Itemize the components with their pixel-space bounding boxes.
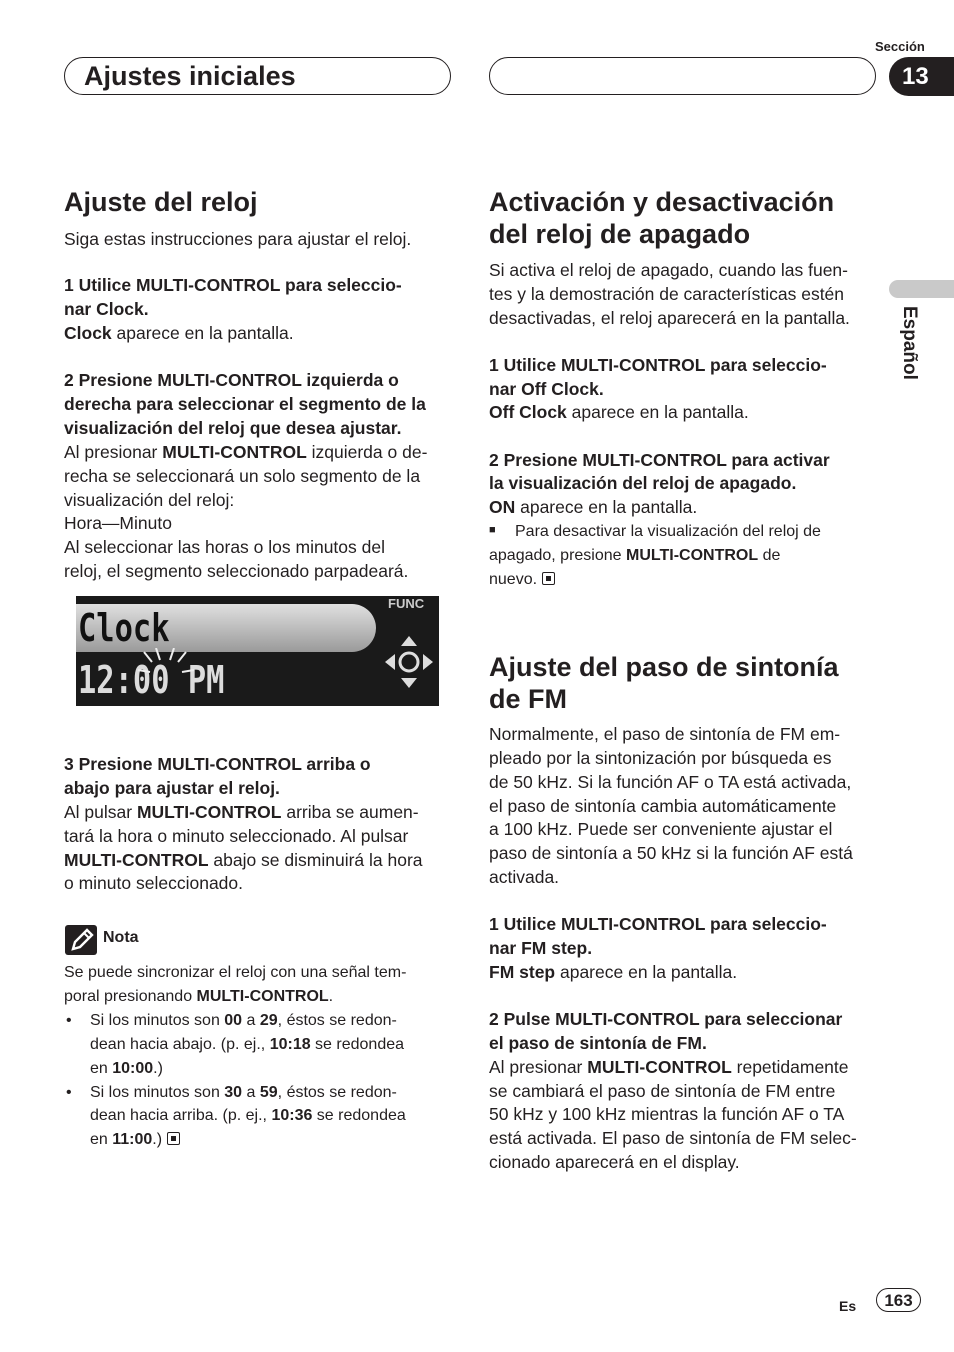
- clock-step2-body6: reloj, el segmento seleccionado parpadeará.: [64, 561, 409, 581]
- note-bullet2-line2: dean hacia arriba. (p. ej., 10:36 se redondea: [90, 1107, 406, 1124]
- off-clock-step1-line1: 1 Utilice MULTI-CONTROL para seleccio-: [489, 355, 827, 375]
- clock-step2-body5: Al seleccionar las horas o los minutos del: [64, 537, 385, 557]
- off-clock-intro3: desactivadas, el reloj aparecerá en la pantalla.: [489, 308, 850, 328]
- fm-step1-result: FM step aparece en la pantalla.: [489, 962, 738, 982]
- off-clock-tip-line2: apagado, presione MULTI-CONTROL de: [489, 547, 781, 564]
- note-title: Nota: [103, 929, 139, 946]
- fm-intro2: pleado por la sintonización por búsqueda es: [489, 748, 832, 768]
- footer-language-code: Es: [839, 1298, 857, 1314]
- header-blank-frame: [489, 57, 876, 95]
- fm-step2-body5: cionado aparecerá en el display.: [489, 1152, 740, 1172]
- end-mark-icon: [167, 1132, 180, 1145]
- off-clock-step1-line2: nar Off Clock.: [489, 379, 604, 399]
- clock-step2-line3: visualización del reloj que desea ajustar.: [64, 418, 402, 438]
- section-label: Sección: [875, 39, 925, 54]
- section-title-off-clock-line2: del reloj de apagado: [489, 219, 751, 249]
- clock-step3-line1: 3 Presione MULTI-CONTROL arriba o: [64, 754, 371, 774]
- page-number-badge: 163: [876, 1288, 921, 1312]
- off-clock-step2-line1: 2 Presione MULTI-CONTROL para activar: [489, 450, 830, 470]
- clock-step3-line2: abajo para ajustar el reloj.: [64, 778, 280, 798]
- fm-intro7: activada.: [489, 867, 560, 887]
- clock-step1-result: Clock aparece en la pantalla.: [64, 323, 294, 343]
- fm-step2-body4: está activada. El paso de sintonía de FM selec-: [489, 1128, 857, 1148]
- clock-display-illustration: [76, 596, 439, 706]
- note-line2: poral presionando MULTI-CONTROL.: [64, 988, 334, 1005]
- clock-step2-body1: Al presionar MULTI-CONTROL izquierda o de-: [64, 442, 428, 462]
- note-bullet2-line1: Si los minutos son 30 a 59, éstos se redon-: [90, 1084, 397, 1101]
- fm-intro4: el paso de sintonía cambia automáticamente: [489, 796, 837, 816]
- note-bullet2-dot: •: [66, 1084, 72, 1101]
- fm-step2-body1: Al presionar MULTI-CONTROL repetidamente: [489, 1057, 849, 1077]
- off-clock-tip-line3: nuevo.: [489, 568, 555, 592]
- clock-step2-body4: Hora—Minuto: [64, 513, 172, 533]
- end-mark-icon: [542, 572, 555, 585]
- section-title-off-clock-line1: Activación y desactivación: [489, 187, 835, 217]
- fm-intro5: a 100 kHz. Puede ser conveniente ajustar el: [489, 819, 833, 839]
- off-clock-step2-result: ON aparece en la pantalla.: [489, 497, 698, 517]
- clock-intro: Siga estas instrucciones para ajustar el reloj.: [64, 229, 412, 249]
- fm-step2-line1: 2 Pulse MULTI-CONTROL para seleccionar: [489, 1009, 843, 1029]
- blink-rays-icon: [134, 648, 204, 706]
- chapter-title: Ajustes iniciales: [84, 61, 296, 91]
- lcd-time-readout: 12:00 PM: [78, 658, 225, 702]
- off-clock-intro2: tes y la demostración de características estén: [489, 284, 845, 304]
- fm-step1-line1: 1 Utilice MULTI-CONTROL para seleccio-: [489, 914, 827, 934]
- off-clock-step1-result: Off Clock aparece en la pantalla.: [489, 402, 749, 422]
- clock-step3-body4: o minuto seleccionado.: [64, 873, 243, 893]
- clock-step3-body3: MULTI-CONTROL abajo se disminuirá la hora: [64, 850, 423, 870]
- clock-step2-line1: 2 Presione MULTI-CONTROL izquierda o: [64, 370, 399, 390]
- fm-step2-body3: 50 kHz y 100 kHz mientras la función AF o TA: [489, 1104, 845, 1124]
- off-clock-intro1: Si activa el reloj de apagado, cuando las fuen-: [489, 260, 848, 280]
- clock-step1-line1: 1 Utilice MULTI-CONTROL para seleccio-: [64, 275, 402, 295]
- fm-intro6: paso de sintonía a 50 kHz si la función AF está: [489, 843, 853, 863]
- clock-step1-line2: nar Clock.: [64, 299, 149, 319]
- lcd-func-label: FUNC: [388, 596, 425, 611]
- off-clock-tip-square: ■: [489, 524, 496, 536]
- note-bullet1-line1: Si los minutos son 00 a 29, éstos se redon-: [90, 1012, 397, 1029]
- clock-step2-body2: recha se seleccionará un solo segmento de la: [64, 466, 421, 486]
- section-number-badge: 13: [889, 57, 954, 96]
- note-line1: Se puede sincronizar el reloj con una señal tem-: [64, 964, 407, 981]
- clock-step3-body1: Al pulsar MULTI-CONTROL arriba se aumen-: [64, 802, 419, 822]
- side-language-label: Español: [899, 306, 920, 380]
- off-clock-tip-line1: Para desactivar la visualización del reloj de: [515, 523, 821, 540]
- off-clock-step2-line2: la visualización del reloj de apagado.: [489, 473, 797, 493]
- note-bullet1-dot: •: [66, 1012, 72, 1029]
- fm-intro1: Normalmente, el paso de sintonía de FM em-: [489, 724, 841, 744]
- note-bullet2-line3: en 11:00.): [90, 1128, 180, 1152]
- clock-step3-body2: tará la hora o minuto seleccionado. Al pulsar: [64, 826, 409, 846]
- fm-step2-body2: se cambiará el paso de sintonía de FM entre: [489, 1081, 836, 1101]
- fm-step1-line2: nar FM step.: [489, 938, 593, 958]
- section-title-fm-step-line2: de FM: [489, 684, 567, 714]
- section-title-fm-step-line1: Ajuste del paso de sintonía: [489, 652, 839, 682]
- section-title-clock: Ajuste del reloj: [64, 187, 258, 217]
- note-pencil-icon: [65, 925, 97, 955]
- note-bullet1-line3: en 10:00.): [90, 1060, 163, 1077]
- fm-intro3: de 50 kHz. Si la función AF o TA está activada,: [489, 772, 852, 792]
- clock-step2-body3: visualización del reloj:: [64, 490, 235, 510]
- multi-control-arrows-icon: [381, 632, 437, 692]
- fm-step2-line2: el paso de sintonía de FM.: [489, 1033, 707, 1053]
- note-bullet1-line2: dean hacia abajo. (p. ej., 10:18 se redondea: [90, 1036, 405, 1053]
- clock-step2-line2: derecha para seleccionar el segmento de la: [64, 394, 426, 414]
- side-tab: [889, 280, 954, 298]
- lcd-clock-label: Clock: [78, 606, 170, 650]
